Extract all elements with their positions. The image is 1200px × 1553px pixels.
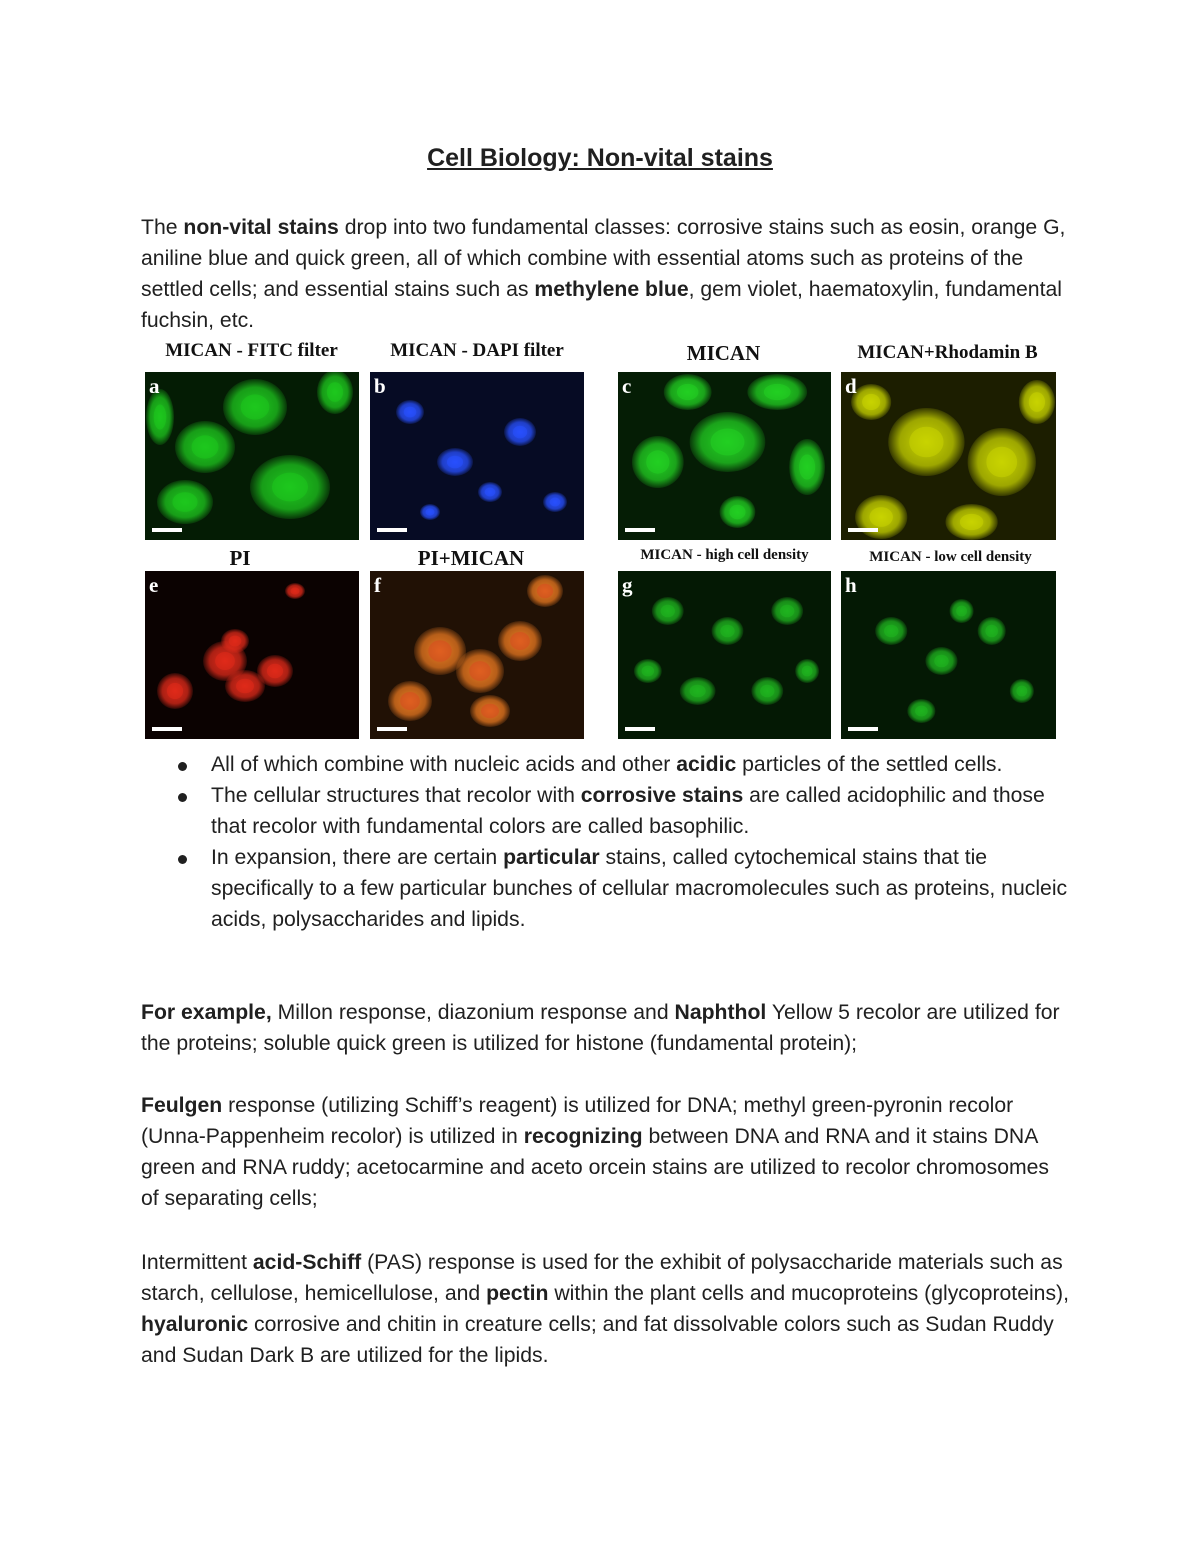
micrograph-b	[370, 372, 584, 540]
cell-nucleus	[1029, 392, 1045, 412]
cell-nucleus	[400, 692, 420, 710]
panel-letter-b: b	[374, 374, 386, 398]
panel-letter-f: f	[374, 573, 381, 597]
panel-label-a: MICAN - FITC filter	[165, 340, 338, 361]
cell-nucleus	[642, 666, 655, 677]
pas-paragraph: Intermittent acid-Schiff (PAS) response is used for the exhibit of polysaccharide materials such as starch, cellulose, hemicellulose, and pectin within the plant cells and mucoproteins (glycoproteins), hyaluronic corrosive and chitin in creature cells; and fat dissolvable colors such as Sudan Ruddy and Sudan Dark B are utilized for the lipids.	[141, 1251, 1070, 1368]
cell-nucleus	[513, 426, 527, 439]
panel-letter-c: c	[622, 374, 632, 398]
cell-nucleus	[510, 632, 530, 650]
background-haze	[618, 571, 831, 739]
cell-nucleus	[267, 664, 283, 678]
cell-nucleus	[780, 605, 794, 618]
cell-nucleus	[690, 685, 706, 698]
cell-nucleus	[172, 492, 197, 512]
cell-nucleus	[485, 488, 496, 497]
list-item: In expansion, there are certain particular stains, called cytochemical stains that tie specifically to a few particular bunches of cellular macromolecules such as proteins, nucleic acids, polysaccharides and lipids.	[141, 842, 1071, 935]
example-paragraph: For example, Millon response, diazonium response and Naphthol Yellow 5 recolor are utilized for the proteins; soluble quick green is utilized for histone (fundamental protein);	[141, 1001, 1060, 1056]
cell-nucleus	[404, 407, 417, 418]
cell-nucleus	[799, 454, 815, 479]
cell-nucleus	[764, 384, 791, 400]
cell-nucleus	[661, 605, 675, 618]
panel-label-c: MICAN	[686, 341, 761, 365]
bullet-icon	[178, 762, 187, 771]
panel-label-h: MICAN - low cell density	[869, 549, 1032, 565]
cell-nucleus	[915, 706, 928, 717]
micrograph-d	[841, 372, 1056, 540]
cell-nucleus	[291, 587, 300, 594]
cell-nucleus	[537, 584, 553, 598]
panel-letter-e: e	[149, 573, 159, 597]
background-haze	[370, 372, 584, 540]
list-item: All of which combine with nucleic acids and other acidic particles of the settled cells.	[141, 749, 1071, 780]
micrograph-g	[618, 571, 831, 739]
cell-nucleus	[960, 514, 984, 530]
micrograph-h	[841, 571, 1056, 739]
scale-bar	[377, 528, 407, 532]
cell-nucleus	[720, 625, 734, 638]
cell-nucleus	[229, 636, 242, 647]
cell-nucleus	[909, 427, 943, 458]
panel-label-b: MICAN - DAPI filter	[390, 340, 564, 361]
cell-nucleus	[802, 666, 813, 677]
cell-nucleus	[646, 450, 669, 473]
cell-nucleus	[481, 704, 499, 718]
scale-bar	[848, 528, 878, 532]
micrograph-d-cells	[841, 372, 1056, 540]
cell-nucleus	[985, 625, 998, 638]
micrograph-h-cells	[841, 571, 1056, 739]
cell-nucleus	[167, 683, 183, 699]
cell-nucleus	[550, 498, 561, 507]
panel-letter-a: a	[149, 374, 160, 398]
cell-nucleus	[236, 679, 254, 693]
background-haze	[145, 571, 359, 739]
micrograph-f	[370, 571, 584, 739]
cell-nucleus	[447, 456, 463, 469]
feulgen-paragraph: Feulgen response (utilizing Schiff’s reagent) is utilized for DNA; methyl green-pyronin recolor (Unna-Pappenheim recolor) is utilized in recognizing between DNA and RNA and it stains DNA green and RNA ruddy; acetocarmine and aceto orcein stains are utilized to recolor chromosomes of separating cells;	[141, 1094, 1049, 1211]
micrograph-c-cells	[618, 372, 831, 540]
bullet-list	[141, 749, 1071, 936]
scale-bar	[152, 727, 182, 731]
cell-nucleus	[986, 447, 1017, 478]
panel-label-f: PI+MICAN	[417, 546, 525, 570]
panel-letter-d: d	[845, 374, 857, 398]
micrograph-e	[145, 571, 359, 739]
cell-nucleus	[760, 685, 774, 698]
micrograph-c	[618, 372, 831, 540]
cell-nucleus	[215, 652, 235, 670]
panel-letter-g: g	[622, 573, 633, 597]
cell-nucleus	[428, 640, 451, 662]
cell-nucleus	[862, 394, 880, 410]
intro-paragraph: The non-vital stains drop into two fundamental classes: corrosive stains such as eosin, orange G, aniline blue and quick green, all of which combine with essential atoms such as proteins of the settled cells; and essential stains such as methylene blue, gem violet, haematoxylin, fundamental fuchsin, etc.	[141, 216, 1066, 333]
panel-label-e: PI	[229, 546, 251, 570]
scale-bar	[848, 727, 878, 731]
micrograph-a	[145, 372, 359, 540]
cell-nucleus	[469, 661, 491, 681]
cell-nucleus	[327, 382, 343, 402]
cell-nucleus	[272, 473, 308, 502]
panel-label-d: MICAN+Rhodamin B	[857, 342, 1038, 363]
cell-nucleus	[956, 606, 967, 617]
cell-nucleus	[241, 394, 270, 419]
cell-nucleus	[869, 507, 893, 527]
cell-nucleus	[154, 404, 167, 429]
bullet-icon	[178, 855, 187, 864]
micrograph-g-cells	[618, 571, 831, 739]
page-title: Cell Biology: Non-vital stains	[427, 144, 773, 172]
cell-nucleus	[934, 655, 948, 668]
cell-nucleus	[192, 435, 219, 458]
micrograph-e-cells	[145, 571, 359, 739]
cell-nucleus	[1016, 686, 1027, 697]
scale-bar	[625, 727, 655, 731]
panel-label-g: MICAN - high cell density	[640, 547, 809, 563]
scale-bar	[377, 727, 407, 731]
cell-nucleus	[426, 508, 435, 515]
cell-nucleus	[677, 384, 698, 400]
panel-letter-h: h	[845, 573, 857, 597]
scale-bar	[625, 528, 655, 532]
micrograph-f-cells	[370, 571, 584, 739]
microscopy-figure	[145, 338, 1060, 743]
cell-nucleus	[884, 625, 898, 638]
cell-nucleus	[710, 429, 744, 456]
cell-nucleus	[729, 505, 745, 519]
micrograph-a-cells	[145, 372, 359, 540]
bullet-icon	[178, 793, 187, 802]
micrograph-b-cells	[370, 372, 584, 540]
list-item: The cellular structures that recolor with corrosive stains are called acidophilic and those that recolor with fundamental colors are called basophilic.	[141, 780, 1071, 842]
scale-bar	[152, 528, 182, 532]
